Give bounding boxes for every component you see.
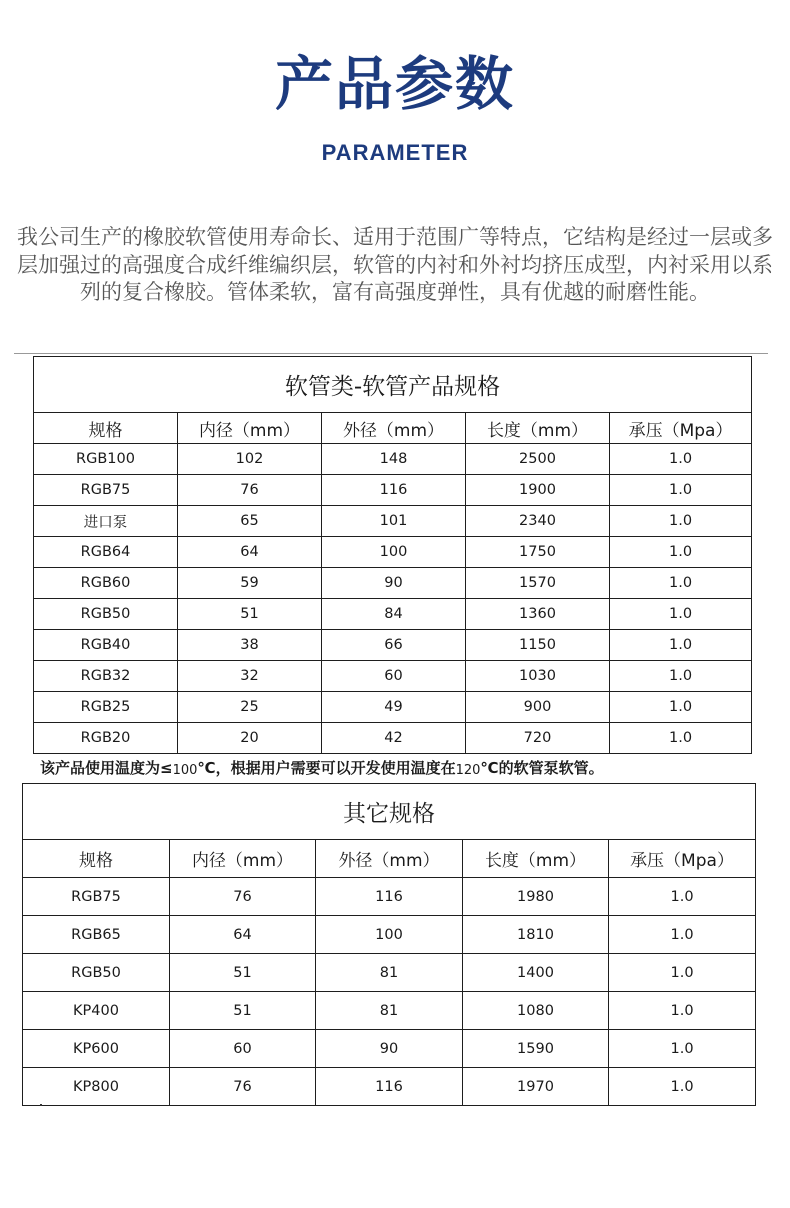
note-temperature: 120 — [455, 763, 481, 778]
cell-inner-diameter: 25 — [178, 692, 322, 723]
cell-pressure: 1.0 — [609, 1068, 756, 1106]
cell-outer-diameter: 81 — [316, 954, 463, 992]
cell-length: 2340 — [466, 506, 610, 537]
cell-inner-diameter: 20 — [178, 723, 322, 754]
cell-inner-diameter: 51 — [178, 599, 322, 630]
intro-paragraph: 我公司生产的橡胶软管使用寿命长、适用于范围广等特点，它结构是经过一层或多层加强过的高强度合成纤维编织层，软管的内衬和外衬均挤压成型，内衬采用以系列的复合橡胶。管体柔软，富有高强度弹性，具有优越的耐磨性能。 — [17, 225, 773, 304]
cell-model: RGB75 — [23, 878, 170, 916]
cell-outer-diameter: 66 — [322, 630, 466, 661]
table-row — [34, 723, 752, 754]
temperature-note — [40, 757, 760, 781]
page-subtitle: PARAMETER — [321, 140, 469, 165]
cell-pressure: 1.0 — [610, 630, 752, 661]
cell-inner-diameter: 64 — [178, 537, 322, 568]
cell-model: RGB40 — [34, 630, 178, 661]
cell-model: RGB32 — [34, 661, 178, 692]
cell-outer-diameter: 100 — [322, 537, 466, 568]
table-row — [34, 630, 752, 661]
cell-pressure: 1.0 — [609, 954, 756, 992]
table-row — [23, 878, 756, 916]
cell-pressure: 1.0 — [610, 475, 752, 506]
cell-model: RGB20 — [34, 723, 178, 754]
cell-pressure: 1.0 — [610, 444, 752, 475]
cell-pressure: 1.0 — [610, 506, 752, 537]
cell-length: 720 — [466, 723, 610, 754]
cell-model: RGB64 — [34, 537, 178, 568]
column-header: 规格 — [23, 840, 170, 878]
cell-length: 1030 — [466, 661, 610, 692]
cell-outer-diameter: 90 — [316, 1030, 463, 1068]
cell-inner-diameter: 60 — [170, 1030, 316, 1068]
column-header: 内径（mm） — [178, 413, 322, 444]
cell-pressure: 1.0 — [610, 599, 752, 630]
cell-length: 1980 — [463, 878, 609, 916]
cell-inner-diameter: 51 — [170, 992, 316, 1030]
cell-model: KP800 — [23, 1068, 170, 1106]
cell-outer-diameter: 116 — [316, 1068, 463, 1106]
cell-pressure: 1.0 — [610, 692, 752, 723]
cell-outer-diameter: 81 — [316, 992, 463, 1030]
cell-outer-diameter: 101 — [322, 506, 466, 537]
table-row — [23, 1030, 756, 1068]
cell-length: 1570 — [466, 568, 610, 599]
cell-model: RGB60 — [34, 568, 178, 599]
cell-inner-diameter: 102 — [178, 444, 322, 475]
cell-model: 进口泵 — [34, 506, 178, 537]
cell-outer-diameter: 100 — [316, 916, 463, 954]
cell-pressure: 1.0 — [609, 878, 756, 916]
cell-inner-diameter: 76 — [170, 878, 316, 916]
cell-outer-diameter: 84 — [322, 599, 466, 630]
cell-outer-diameter: 148 — [322, 444, 466, 475]
decorative-dot — [40, 1104, 42, 1106]
table-row — [23, 916, 756, 954]
cell-model: RGB65 — [23, 916, 170, 954]
cell-inner-diameter: 51 — [170, 954, 316, 992]
note-temperature: 100 — [172, 763, 198, 778]
cell-outer-diameter: 116 — [322, 475, 466, 506]
table-row — [34, 475, 752, 506]
cell-model: RGB50 — [23, 954, 170, 992]
cell-length: 900 — [466, 692, 610, 723]
cell-pressure: 1.0 — [610, 661, 752, 692]
table-row — [34, 692, 752, 723]
cell-pressure: 1.0 — [610, 568, 752, 599]
column-header: 内径（mm） — [170, 840, 316, 878]
cell-inner-diameter: 76 — [178, 475, 322, 506]
cell-model: KP600 — [23, 1030, 170, 1068]
table-row — [34, 444, 752, 475]
cell-pressure: 1.0 — [609, 992, 756, 1030]
cell-length: 1400 — [463, 954, 609, 992]
cell-length: 1750 — [466, 537, 610, 568]
column-header: 外径（mm） — [322, 413, 466, 444]
cell-model: RGB75 — [34, 475, 178, 506]
cell-length: 1900 — [466, 475, 610, 506]
hose-spec-table — [33, 356, 752, 754]
divider-line — [14, 353, 768, 354]
cell-length: 1590 — [463, 1030, 609, 1068]
cell-model: RGB100 — [34, 444, 178, 475]
cell-inner-diameter: 38 — [178, 630, 322, 661]
cell-pressure: 1.0 — [609, 1030, 756, 1068]
column-header: 长度（mm） — [463, 840, 609, 878]
cell-length: 1970 — [463, 1068, 609, 1106]
cell-length: 1150 — [466, 630, 610, 661]
cell-outer-diameter: 42 — [322, 723, 466, 754]
cell-model: RGB50 — [34, 599, 178, 630]
note-text: ℃的软管泵软管。 — [480, 759, 604, 777]
cell-outer-diameter: 49 — [322, 692, 466, 723]
column-header: 规格 — [34, 413, 178, 444]
column-header: 长度（mm） — [466, 413, 610, 444]
cell-length: 1360 — [466, 599, 610, 630]
cell-inner-diameter: 64 — [170, 916, 316, 954]
table-row — [23, 1068, 756, 1106]
cell-pressure: 1.0 — [610, 723, 752, 754]
cell-length: 2500 — [466, 444, 610, 475]
cell-inner-diameter: 32 — [178, 661, 322, 692]
table-row — [34, 599, 752, 630]
column-header: 外径（mm） — [316, 840, 463, 878]
cell-model: KP400 — [23, 992, 170, 1030]
table-caption: 其它规格 — [23, 784, 756, 840]
cell-pressure: 1.0 — [610, 537, 752, 568]
cell-inner-diameter: 76 — [170, 1068, 316, 1106]
cell-model: RGB25 — [34, 692, 178, 723]
note-text: 该产品使用温度为≤ — [40, 759, 173, 777]
cell-inner-diameter: 59 — [178, 568, 322, 599]
table-row — [34, 661, 752, 692]
cell-outer-diameter: 60 — [322, 661, 466, 692]
table-row — [34, 506, 752, 537]
table-row — [34, 568, 752, 599]
cell-inner-diameter: 65 — [178, 506, 322, 537]
cell-length: 1080 — [463, 992, 609, 1030]
table-row — [23, 954, 756, 992]
other-spec-table — [22, 783, 756, 1106]
note-text: ℃，根据用户需要可以开发使用温度在 — [197, 759, 456, 777]
column-header: 承压（Mpa） — [609, 840, 756, 878]
table-caption: 软管类-软管产品规格 — [34, 357, 752, 413]
table-row — [34, 537, 752, 568]
cell-length: 1810 — [463, 916, 609, 954]
cell-pressure: 1.0 — [609, 916, 756, 954]
page-title: 产品参数 — [274, 50, 515, 118]
cell-outer-diameter: 90 — [322, 568, 466, 599]
cell-outer-diameter: 116 — [316, 878, 463, 916]
table-row — [23, 992, 756, 1030]
column-header: 承压（Mpa） — [610, 413, 752, 444]
